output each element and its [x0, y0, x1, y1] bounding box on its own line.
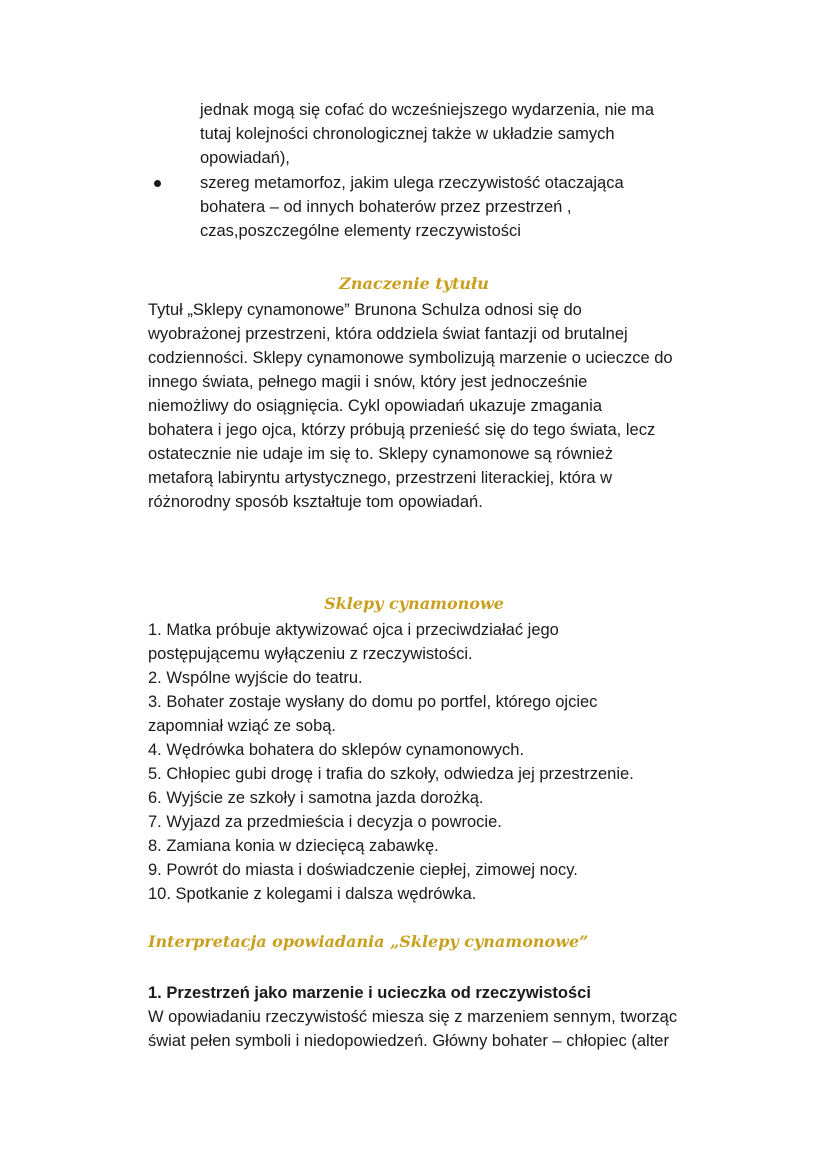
text-line: jednak mogą się cofać do wcześniejszego wydarzenia, nie ma [200, 101, 654, 119]
text-line: metaforą labiryntu artystycznego, przestrzeni literackiej, która w [148, 469, 613, 487]
list-item: 5. Chłopiec gubi drogę i trafia do szkoły, odwiedza jej przestrzenie. [148, 765, 634, 783]
list-item: 9. Powrót do miasta i doświadczenie ciepłej, zimowej nocy. [148, 861, 578, 879]
text-line: opowiadań), [200, 149, 290, 167]
text-line: bohatera – od innych bohaterów przez przestrzeń , [200, 198, 572, 216]
text-line: bohatera i jego ojca, którzy próbują przenieść się do tego świata, lecz [148, 421, 656, 439]
list-item: 3. Bohater zostaje wysłany do domu po portfel, którego ojciec [148, 693, 598, 711]
list-item: 1. Matka próbuje aktywizować ojca i przeciwdziałać jego [148, 621, 559, 639]
bullet-item [200, 171, 624, 243]
text-line: różnorodny sposób kształtuje tom opowiadań. [148, 493, 483, 511]
text-line: czas,poszczególne elementy rzeczywistości [200, 222, 521, 240]
plot-list [148, 618, 634, 906]
interpretation-paragraph [148, 1005, 677, 1053]
heading-plot: Sklepy cynamonowe [324, 594, 504, 613]
list-item: 10. Spotkanie z kolegami i dalsza wędrówka. [148, 885, 477, 903]
text-line: świat pełen symboli i niedopowiedzeń. Główny bohater – chłopiec (alter [148, 1032, 669, 1050]
list-item: 8. Zamiana konia w dziecięcą zabawkę. [148, 837, 439, 855]
text-line: niemożliwy do osiągnięcia. Cykl opowiadań ukazuje zmagania [148, 397, 602, 415]
list-item: 4. Wędrówka bohatera do sklepów cynamonowych. [148, 741, 525, 759]
text-line: szereg metamorfoz, jakim ulega rzeczywistość otaczająca [200, 174, 624, 192]
text-line: W opowiadaniu rzeczywistość miesza się z marzeniem sennym, tworząc [148, 1008, 678, 1026]
list-item: 7. Wyjazd za przedmieścia i decyzja o powrocie. [148, 813, 502, 831]
list-item: zapomniał wziąć ze sobą. [148, 717, 337, 735]
text-line: tutaj kolejności chronologicznej także w układzie samych [200, 125, 615, 143]
list-item: 6. Wyjście ze szkoły i samotna jazda dorożką. [148, 789, 484, 807]
list-item: 2. Wspólne wyjście do teatru. [148, 669, 363, 687]
list-item: postępującemu wyłączeniu z rzeczywistości. [148, 645, 473, 663]
text-line: Tytuł „Sklepy cynamonowe” Brunona Schulza odnosi się do [148, 301, 582, 319]
continuation-text [200, 98, 654, 170]
heading-interpretation: Interpretacja opowiadania „Sklepy cynamonowe” [148, 932, 589, 951]
title-meaning-paragraph [148, 298, 673, 514]
text-line: codzienności. Sklepy cynamonowe symbolizują marzenie o ucieczce do [148, 349, 673, 367]
interpretation-subheading: 1. Przestrzeń jako marzenie i ucieczka od rzeczywistości [148, 984, 591, 1002]
heading-title-meaning: Znaczenie tytułu [339, 274, 489, 293]
text-line: innego świata, pełnego magii i snów, który jest jednocześnie [148, 373, 588, 391]
bullet-icon [154, 180, 161, 187]
text-line: ostatecznie nie udaje im się to. Sklepy cynamonowe są również [148, 445, 613, 463]
text-line: wyobrażonej przestrzeni, która oddziela świat fantazji od brutalnej [148, 325, 628, 343]
